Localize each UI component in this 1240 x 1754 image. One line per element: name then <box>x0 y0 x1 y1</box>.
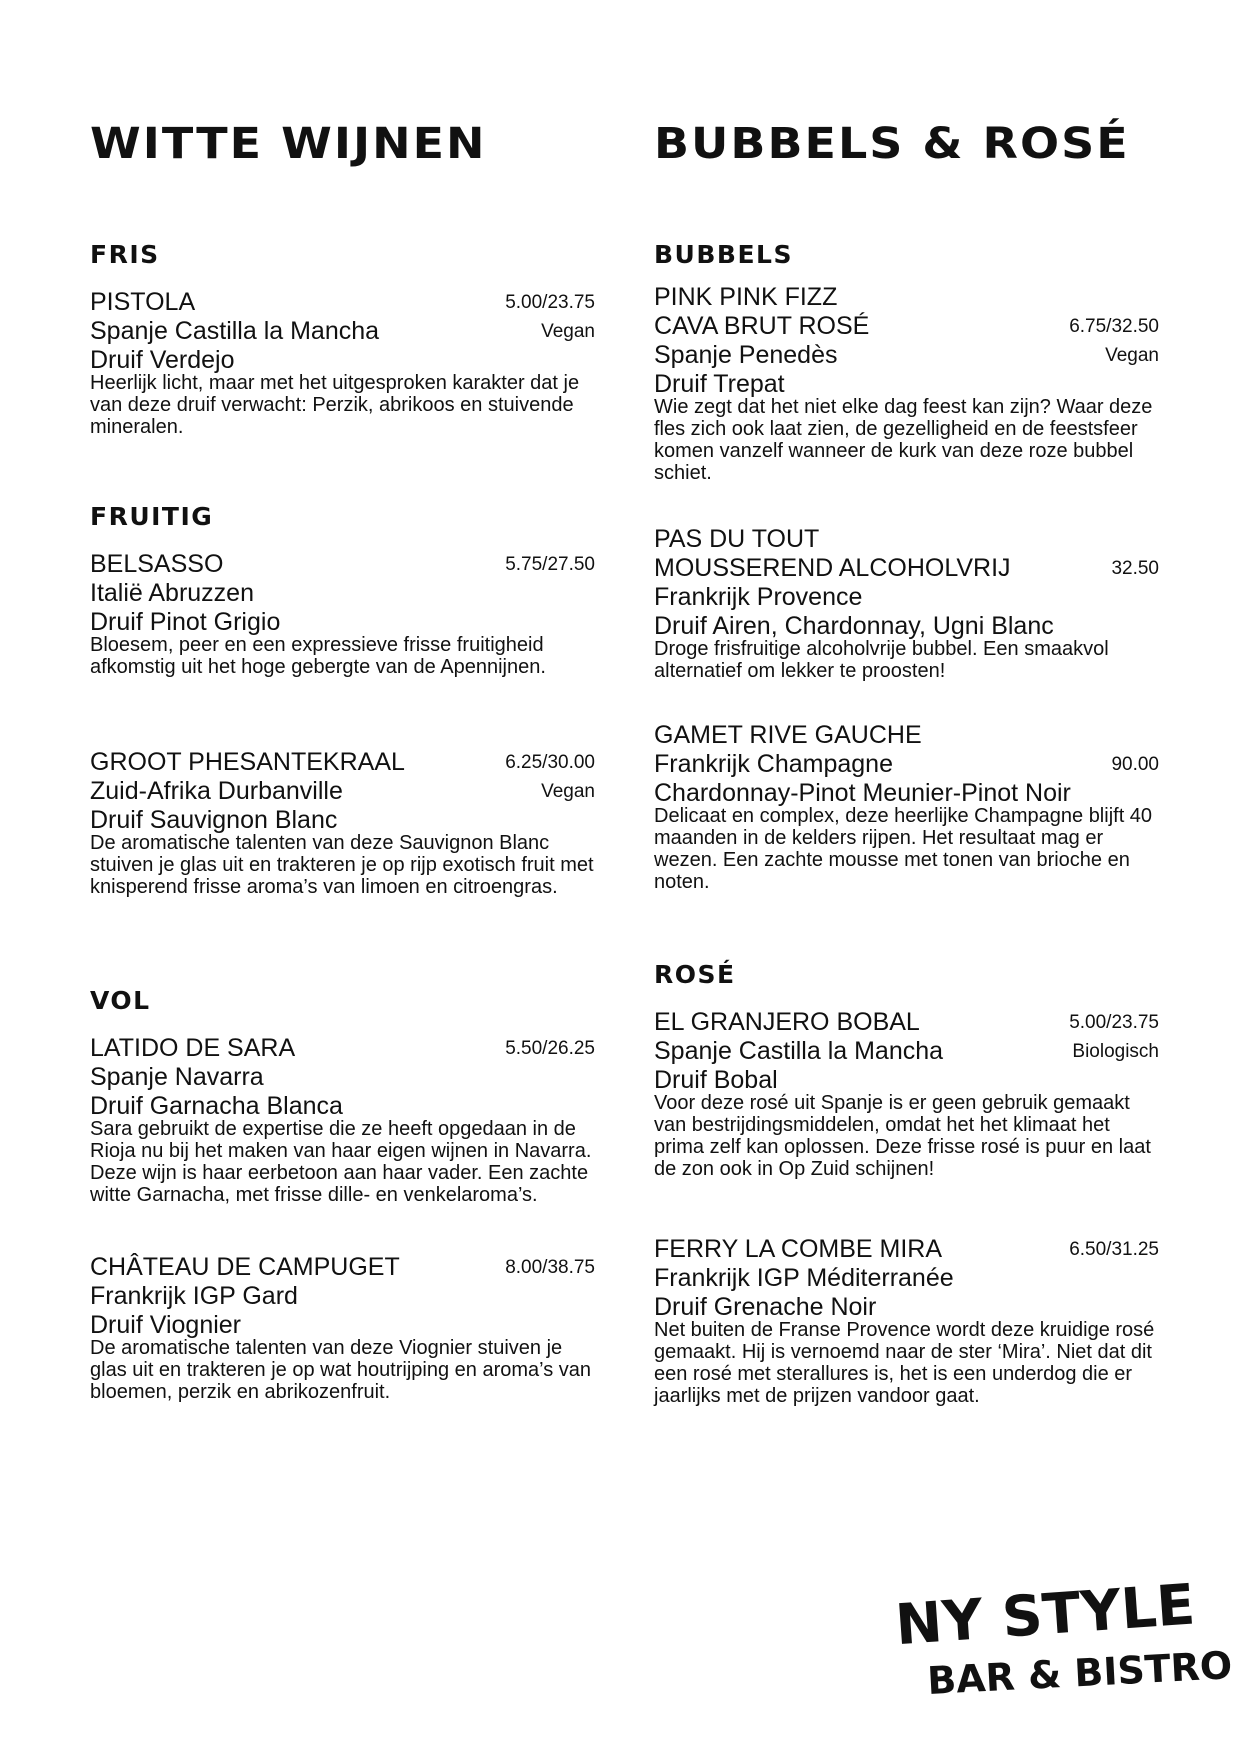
wine-item-latido-de-sara <box>90 1034 595 1206</box>
wine-origin: Frankrijk IGP Méditerranée <box>654 1264 954 1292</box>
category-rose: ROSÉ <box>654 960 736 989</box>
wine-description: Wie zegt dat het niet elke dag feest kan zijn? Waar deze fles zich ook laat zien, de gezelligheid en de feestsfeer komen vanzelf wanneer de kurk van deze roze bubbel schiet. <box>654 396 1153 484</box>
wine-description: De aromatische talenten van deze Viognier stuiven je glas uit en trakteren je op wat houtrijping en aroma’s van bloemen, perzik en abrikozenfruit. <box>90 1337 592 1403</box>
category-vol: VOL <box>90 986 151 1015</box>
wine-origin: Spanje Navarra <box>90 1063 264 1091</box>
wine-item-belsasso <box>90 550 595 678</box>
wine-price: 90.00 <box>1111 754 1159 775</box>
wine-description: Droge frisfruitige alcoholvrije bubbel. Een smaakvol alternatief om lekker te proosten! <box>654 638 1109 682</box>
ny-style-logo <box>893 1572 1234 1704</box>
wine-name: GAMET RIVE GAUCHE <box>654 721 922 749</box>
wine-price: 32.50 <box>1111 558 1159 579</box>
wine-price: 6.50/31.25 <box>1069 1239 1159 1260</box>
wine-description: Bloesem, peer en een expressieve frisse fruitigheid afkomstig uit het hoge gebergte van de Apennijnen. <box>90 634 546 678</box>
wine-price: 6.25/30.00 <box>505 752 595 773</box>
wine-item-pistola <box>90 288 595 438</box>
wine-name-line2: CAVA BRUT ROSÉ <box>654 312 870 340</box>
wine-price: 5.50/26.25 <box>505 1038 595 1059</box>
wine-price: 6.75/32.50 <box>1069 316 1159 337</box>
wine-name: LATIDO DE SARA <box>90 1034 296 1062</box>
wine-origin: Frankrijk Provence <box>654 583 863 611</box>
wine-item-pas-du-tout <box>654 525 1159 682</box>
wine-name: CHÂTEAU DE CAMPUGET <box>90 1253 400 1281</box>
wine-grape: Druif Bobal <box>654 1066 778 1094</box>
wine-description: De aromatische talenten van deze Sauvignon Blanc stuiven je glas uit en trakteren je op rijp exotisch fruit met knisperend frisse aroma’s van limoen en citroengras. <box>90 832 594 898</box>
wine-item-groot-phesantekraal <box>90 748 595 898</box>
wine-description: Net buiten de Franse Provence wordt deze kruidige rosé gemaakt. Hij is vernoemd naar de ster ‘Mira’. Niet dat dit een rosé met sterallures is, het is een underdog die er jaarlijks met de prijzen vandoor gaat. <box>654 1319 1155 1407</box>
wine-price: 5.00/23.75 <box>505 292 595 313</box>
wine-price: 5.00/23.75 <box>1069 1012 1159 1033</box>
section-title-bubbels-rose: BUBBELS & ROSÉ <box>654 118 1130 168</box>
wine-tag: Vegan <box>1105 345 1159 366</box>
section-title-white-wines: WITTE WIJNEN <box>90 118 487 168</box>
wine-price: 5.75/27.50 <box>505 554 595 575</box>
wine-tag: Biologisch <box>1072 1041 1159 1062</box>
wine-origin: Spanje Castilla la Mancha <box>654 1037 944 1065</box>
wine-name-line2: MOUSSEREND ALCOHOLVRIJ <box>654 554 1011 582</box>
wine-item-pink-pink-fizz <box>654 283 1159 484</box>
category-fruitig: FRUITIG <box>90 502 214 531</box>
wine-item-ferry-la-combe-mira <box>654 1235 1159 1407</box>
wine-tag: Vegan <box>541 781 595 802</box>
wine-description: Voor deze rosé uit Spanje is er geen gebruik gemaakt van bestrijdingsmiddelen, omdat het het klimaat het prima zelf kan oplossen. Deze frisse rosé is puur en laat de zon ook in Op Zuid schijnen! <box>654 1092 1151 1180</box>
wine-name: EL GRANJERO BOBAL <box>654 1008 920 1036</box>
wine-grape: Druif Trepat <box>654 370 785 398</box>
wine-item-gamet-rive-gauche <box>654 721 1159 893</box>
category-fris: FRIS <box>90 240 160 269</box>
wine-name: PINK PINK FIZZ <box>654 283 838 311</box>
wine-grape: Druif Garnacha Blanca <box>90 1092 343 1120</box>
wine-tag: Vegan <box>541 321 595 342</box>
wine-name: PAS DU TOUT <box>654 525 820 553</box>
wine-origin: Spanje Penedès <box>654 341 838 369</box>
wine-description: Sara gebruikt de expertise die ze heeft opgedaan in de Rioja nu bij het maken van haar eigen wijnen in Navarra. Deze wijn is haar eerbetoon aan haar vader. Een zachte witte Garnacha, met frisse dille- en venkelaroma’s. <box>90 1118 592 1206</box>
wine-name: FERRY LA COMBE MIRA <box>654 1235 943 1263</box>
logo-line-1: NY STYLE <box>893 1572 1198 1659</box>
category-bubbels: BUBBELS <box>654 240 793 269</box>
wine-description: Heerlijk licht, maar met het uitgesproken karakter dat je van deze druif verwacht: Perzik, abrikoos en stuivende mineralen. <box>90 372 580 438</box>
wine-origin: Spanje Castilla la Mancha <box>90 317 380 345</box>
wine-name: BELSASSO <box>90 550 224 578</box>
wine-grape: Chardonnay-Pinot Meunier-Pinot Noir <box>654 779 1071 807</box>
wine-grape: Druif Viognier <box>90 1311 242 1339</box>
wine-origin: Frankrijk Champagne <box>654 750 893 778</box>
wine-grape: Druif Airen, Chardonnay, Ugni Blanc <box>654 612 1054 640</box>
wine-name: PISTOLA <box>90 288 196 316</box>
wine-item-el-granjero-bobal <box>654 1008 1159 1180</box>
wine-origin: Zuid-Afrika Durbanville <box>90 777 343 805</box>
wine-grape: Druif Grenache Noir <box>654 1293 877 1321</box>
wine-origin: Frankrijk IGP Gard <box>90 1282 298 1310</box>
wine-price: 8.00/38.75 <box>505 1257 595 1278</box>
wine-name: GROOT PHESANTEKRAAL <box>90 748 405 776</box>
wine-grape: Druif Sauvignon Blanc <box>90 806 338 834</box>
wine-grape: Druif Verdejo <box>90 346 235 374</box>
wine-description: Delicaat en complex, deze heerlijke Champagne blijft 40 maanden in de kelders rijpen. Het resultaat mag er wezen. Een zachte mousse met tonen van brioche en noten. <box>654 805 1153 893</box>
wine-grape: Druif Pinot Grigio <box>90 608 281 636</box>
logo-line-2: BAR & BISTRO <box>926 1643 1234 1704</box>
wine-item-chateau-de-campuget <box>90 1253 595 1403</box>
wine-origin: Italië Abruzzen <box>90 579 254 607</box>
